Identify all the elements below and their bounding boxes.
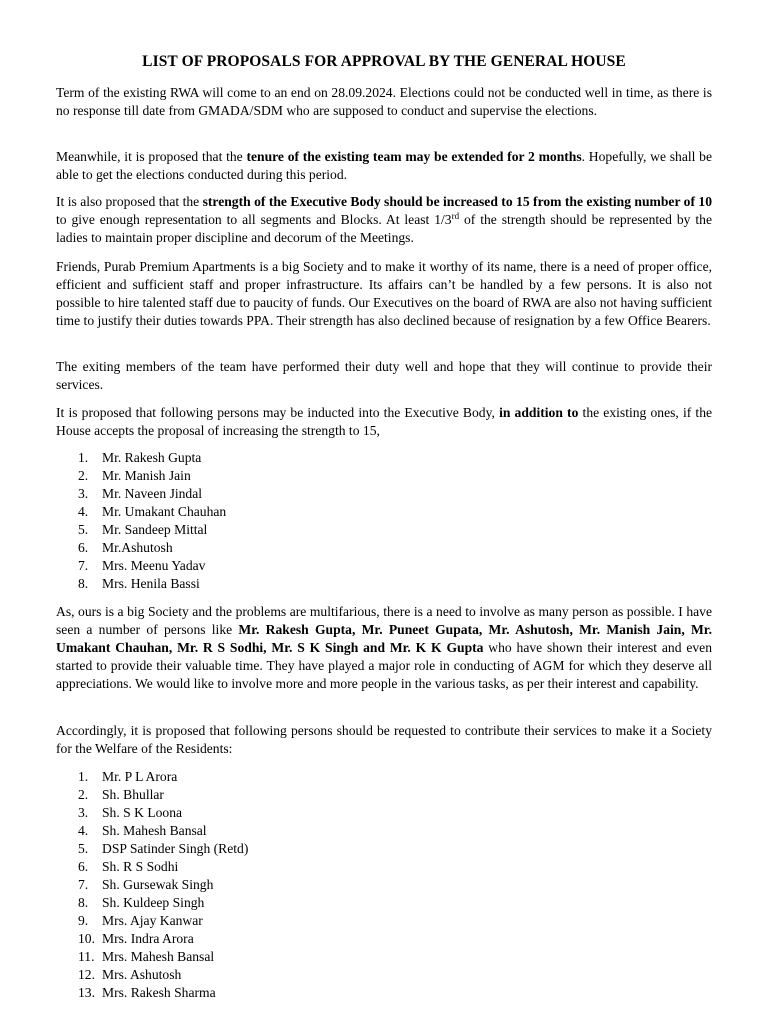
list-item [56, 449, 226, 467]
person-name: Mr. Manish Jain [102, 468, 191, 483]
superscript: rd [451, 211, 460, 221]
list-item [56, 804, 248, 822]
text-run: Meanwhile, it is proposed that the [56, 149, 247, 164]
list-number: 6. [78, 859, 89, 874]
list-item [56, 557, 226, 575]
text-run: It is proposed that following persons may be inducted into the Executive Body, [56, 405, 500, 420]
text-run: As, ours is a big Society and the problems are multifarious, there is a need to involve as many person as possible. I have seen a number of persons like [56, 604, 712, 637]
text-run: the existing ones, if the House accepts the proposal of increasing the strength to 15, [56, 405, 713, 438]
list-number: 5. [78, 522, 89, 537]
person-name: Sh. S K Loona [102, 805, 183, 820]
list-number: 4. [78, 823, 89, 838]
text-run: who have shown their interest and even started to provide their valuable time. They have played a major role in conducting of AGM for which they deserve all appreciations. We would like to involve more and more people in the various tasks, as per their interest and capability. [56, 640, 712, 691]
list-number: 6. [78, 540, 89, 555]
person-name: DSP Satinder Singh (Retd) [102, 841, 249, 856]
person-name: Sh. R S Sodhi [102, 859, 179, 874]
text-run: to give enough representation to all segments and Blocks. At least 1/3 [56, 212, 452, 227]
list-number: 4. [78, 504, 89, 519]
list-item [56, 840, 248, 858]
list-number: 3. [78, 486, 89, 501]
person-name: Mrs. Mahesh Bansal [102, 949, 215, 964]
list-number: 13. [78, 985, 95, 1000]
person-name: Mr.Ashutosh [102, 540, 173, 555]
paragraph-executive-strength [56, 193, 712, 247]
paragraph-services-request: Accordingly, it is proposed that following persons should be requested to contribute their services to make it a Society for the Welfare of the Residents: [56, 723, 712, 756]
list-item [56, 894, 248, 912]
volunteers-list [56, 768, 248, 1002]
text-run: It is also proposed that the [56, 194, 203, 209]
list-item [56, 948, 248, 966]
list-number: 2. [78, 468, 89, 483]
executive-inductees-list [56, 449, 226, 593]
list-item [56, 822, 248, 840]
list-item [56, 521, 226, 539]
person-name: Mr. Rakesh Gupta [102, 450, 202, 465]
bold-run: strength of the Executive Body should be increased to 15 from the existing number of 10 [202, 194, 712, 209]
person-name: Mr. Umakant Chauhan [102, 504, 227, 519]
list-number: 10. [78, 931, 95, 946]
text-run: . Hopefully, we shall be able to get the elections conducted during this period. [56, 149, 712, 182]
text-run: of the strength should be represented by the ladies to maintain proper discipline and decorum of the Meetings. [56, 212, 712, 245]
list-number: 11. [78, 949, 95, 964]
list-number: 12. [78, 967, 95, 982]
list-number: 1. [78, 450, 89, 465]
list-item [56, 930, 248, 948]
list-item [56, 539, 226, 557]
list-number: 8. [78, 895, 89, 910]
bold-run: Mr. Rakesh Gupta, Mr. Puneet Gupata, Mr. Ashutosh, Mr. Manish Jain, Mr. Umakant Chauhan, Mr. R S Sodhi, Mr. S K Singh and Mr. K K Gupta [56, 622, 712, 655]
paragraph-society-needs: Friends, Purab Premium Apartments is a big Society and to make it worthy of its name, there is a need of proper office, efficient and sufficient staff and proper infrastructure. Its affairs can’t be handled by a few persons. It is also not possible to hire talented staff due to paucity of funds. Our Executives on the board of RWA are also not having sufficient time to justify their duties towards PPA. Their strength has also declined because of resignation by a few Office Bearers. [56, 259, 712, 328]
person-name: Mrs. Ajay Kanwar [102, 913, 203, 928]
paragraph-involvement [56, 603, 712, 693]
bold-run: tenure of the existing team may be extended for 2 months [246, 149, 582, 164]
person-name: Mrs. Meenu Yadav [102, 558, 206, 573]
list-item [56, 876, 248, 894]
bold-run: in addition to [499, 405, 579, 420]
list-number: 8. [78, 576, 89, 591]
person-name: Mr. Sandeep Mittal [102, 522, 208, 537]
paragraph-tenure-extension [56, 148, 712, 184]
list-number: 7. [78, 558, 89, 573]
list-item [56, 786, 248, 804]
person-name: Mrs. Ashutosh [102, 967, 182, 982]
list-item [56, 575, 226, 593]
person-name: Mrs. Indra Arora [102, 931, 194, 946]
list-item [56, 503, 226, 521]
list-item [56, 858, 248, 876]
list-item [56, 485, 226, 503]
person-name: Sh. Gursewak Singh [102, 877, 214, 892]
paragraph-induction-proposal [56, 404, 712, 440]
list-number: 1. [78, 769, 89, 784]
person-name: Sh. Bhullar [102, 787, 164, 802]
person-name: Mr. Naveen Jindal [102, 486, 203, 501]
list-item [56, 467, 226, 485]
paragraph-existing-members: The exiting members of the team have performed their duty well and hope that they will continue to provide their services. [56, 359, 712, 392]
list-number: 2. [78, 787, 89, 802]
person-name: Mrs. Henila Bassi [102, 576, 200, 591]
list-item [56, 966, 248, 984]
person-name: Sh. Mahesh Bansal [102, 823, 207, 838]
paragraph-term-end: Term of the existing RWA will come to an end on 28.09.2024. Elections could not be conducted well in time, as there is no response till date from GMADA/SDM who are supposed to conduct and supervise the elections. [56, 85, 712, 118]
person-name: Mrs. Rakesh Sharma [102, 985, 216, 1000]
list-number: 5. [78, 841, 89, 856]
list-number: 3. [78, 805, 89, 820]
list-item [56, 768, 248, 786]
person-name: Sh. Kuldeep Singh [102, 895, 205, 910]
list-item [56, 984, 248, 1002]
list-number: 9. [78, 913, 89, 928]
page-title: LIST OF PROPOSALS FOR APPROVAL BY THE GENERAL HOUSE [142, 53, 626, 70]
person-name: Mr. P L Arora [102, 769, 178, 784]
list-item [56, 912, 248, 930]
list-number: 7. [78, 877, 89, 892]
